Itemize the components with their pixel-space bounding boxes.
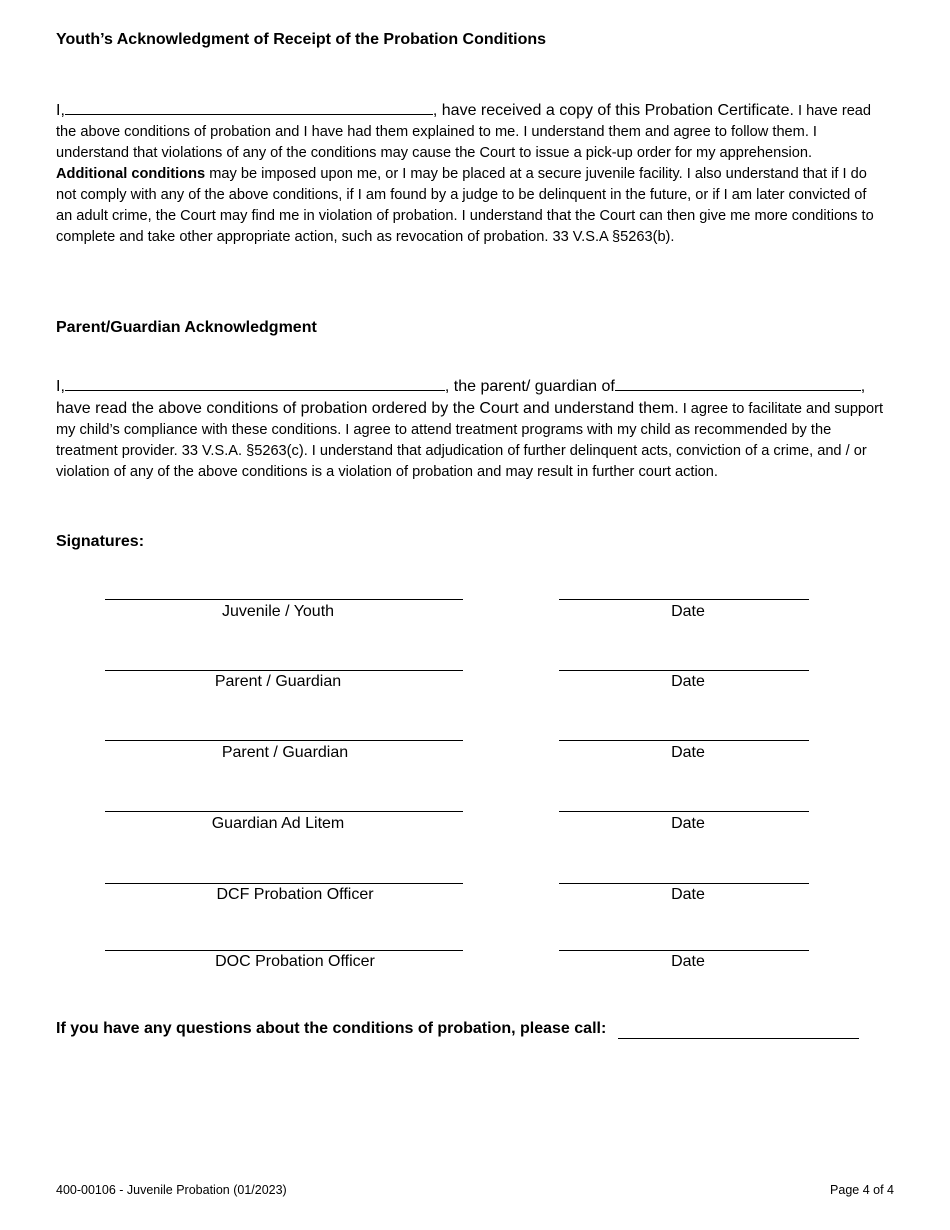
phone-number-field[interactable] — [618, 1038, 859, 1039]
parent-mid: , the parent/ guardian of — [444, 378, 615, 395]
signature-label: Guardian Ad Litem — [211, 815, 345, 832]
youth-body-1: I have read the above conditions of probation and I have had them explained to me. I understand them and agree to follow them. I understand that violations of any of the conditions may cause the Court to issue a pick-up order for my apprehension. — [56, 103, 872, 161]
signature-line[interactable] — [105, 950, 463, 951]
youth-intro: I, — [56, 102, 65, 119]
questions-text: If you have any questions about the conditions of probation, please call: — [56, 1020, 607, 1037]
date-line[interactable] — [559, 811, 809, 812]
date-line[interactable] — [559, 670, 809, 671]
signature-label: DCF Probation Officer — [216, 886, 374, 903]
date-line[interactable] — [559, 883, 809, 884]
date-line[interactable] — [559, 740, 809, 741]
signature-line[interactable] — [105, 599, 463, 600]
youth-bold-text: Additional conditions — [56, 166, 206, 182]
form-identifier: 400-00106 - Juvenile Probation (01/2023) — [56, 1183, 287, 1197]
signature-label: Parent / Guardian — [221, 744, 349, 761]
date-label: Date — [671, 886, 705, 903]
youth-acknowledgment-paragraph — [56, 100, 886, 248]
date-line[interactable] — [559, 950, 809, 951]
date-label: Date — [671, 953, 705, 970]
signature-label: DOC Probation Officer — [215, 953, 375, 970]
date-label: Date — [671, 815, 705, 832]
signature-line[interactable] — [105, 883, 463, 884]
parent-lead: have read the above conditions of probation ordered by the Court and understand them. — [56, 400, 679, 417]
child-name-field[interactable] — [615, 376, 861, 391]
youth-section-title: Youth’s Acknowledgment of Receipt of the Probation Conditions — [56, 31, 547, 48]
parent-name-field[interactable] — [65, 376, 445, 391]
signatures-title: Signatures: — [56, 533, 145, 550]
parent-acknowledgment-paragraph — [56, 376, 891, 483]
signature-line[interactable] — [105, 670, 463, 671]
signature-line[interactable] — [105, 811, 463, 812]
parent-section-title: Parent/Guardian Acknowledgment — [56, 319, 317, 336]
date-label: Date — [671, 603, 705, 620]
date-line[interactable] — [559, 599, 809, 600]
date-label: Date — [671, 673, 705, 690]
parent-body: I agree to facilitate and support my child’s compliance with these conditions. I agree to attend treatment programs with my child as recommended by the treatment provider. 33 V.S.A. §5263(c). I understand that adjudication of further delinquent acts, conviction of a crime, and / or violation of any of the above conditions is a violation of probation and may result in further court action. — [56, 401, 884, 480]
signature-label: Juvenile / Youth — [221, 603, 335, 620]
signature-line[interactable] — [105, 740, 463, 741]
date-label: Date — [671, 744, 705, 761]
youth-lead: , have received a copy of this Probation Certificate. — [432, 102, 794, 119]
parent-comma: , — [860, 378, 866, 395]
youth-name-field[interactable] — [65, 100, 433, 115]
page-number: Page 4 of 4 — [830, 1183, 894, 1197]
signature-label: Parent / Guardian — [214, 673, 342, 690]
parent-intro: I, — [56, 378, 65, 395]
youth-body-2: may be imposed upon me, or I may be placed at a secure juvenile facility. I also understand that if I do not comply with any of the above conditions, if I am found by a judge to be delinquent in the future, or if I am later convicted of an adult crime, the Court may find me in violation of probation. I understand that the Court can then give me more conditions to complete and take other appropriate action, such as revocation of probation. 33 V.S.A §5263(b). — [56, 166, 874, 245]
